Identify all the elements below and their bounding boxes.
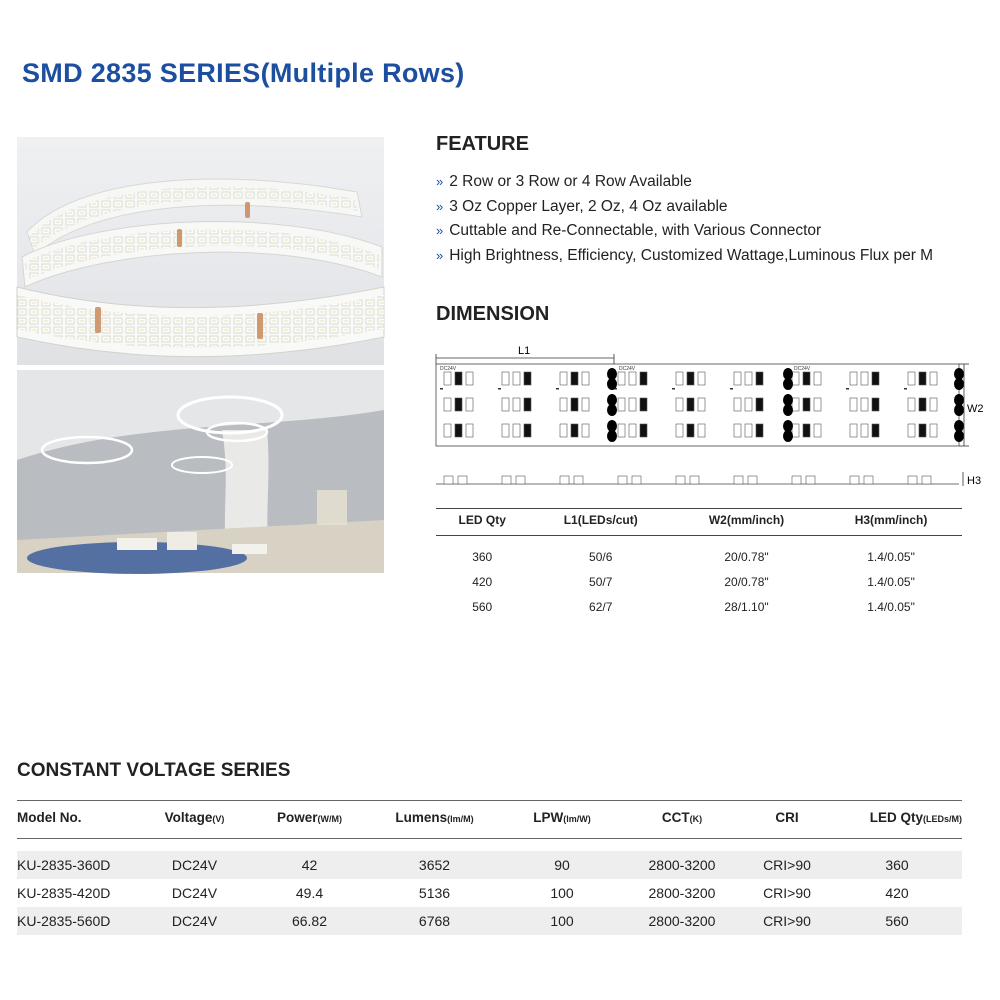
cv-cell: 100 bbox=[502, 907, 622, 935]
led-chip bbox=[908, 424, 915, 437]
led-strip-photo bbox=[17, 137, 384, 365]
solder-pad bbox=[607, 378, 617, 390]
led-chip bbox=[814, 372, 821, 385]
cv-cell: KU-2835-560D bbox=[17, 907, 137, 935]
cv-header: CCT(K) bbox=[622, 801, 742, 839]
led-profile bbox=[922, 476, 931, 484]
led-chip bbox=[698, 424, 705, 437]
dim-header: W2(mm/inch) bbox=[673, 509, 820, 536]
h3-label: H3 bbox=[967, 475, 982, 487]
feature-item: » High Brightness, Efficiency, Customized Wattage,Luminous Flux per M bbox=[436, 246, 934, 264]
dim-cell: 20/0.78" bbox=[724, 549, 769, 564]
led-chip bbox=[455, 398, 462, 411]
dimension-heading: DIMENSION bbox=[436, 303, 550, 325]
led-chip bbox=[919, 398, 926, 411]
dim-cell: 20/0.78" bbox=[724, 574, 769, 589]
led-profile bbox=[734, 476, 743, 484]
dim-cell: 50/6 bbox=[589, 549, 613, 564]
cv-cell: CRI>90 bbox=[742, 851, 832, 879]
led-chip bbox=[745, 424, 752, 437]
table-row bbox=[17, 879, 962, 907]
led-chip bbox=[756, 398, 763, 411]
led-chip bbox=[792, 372, 799, 385]
led-chip bbox=[814, 398, 821, 411]
cv-cell: 90 bbox=[502, 851, 622, 879]
led-profile bbox=[574, 476, 583, 484]
cut-mark bbox=[498, 388, 501, 390]
cv-cell: 360 bbox=[832, 851, 962, 879]
led-chip bbox=[629, 398, 636, 411]
led-chip bbox=[455, 424, 462, 437]
led-profile bbox=[676, 476, 685, 484]
led-chip bbox=[618, 372, 625, 385]
led-chip bbox=[861, 372, 868, 385]
solder-pad bbox=[954, 430, 964, 442]
led-chip bbox=[756, 372, 763, 385]
solder-pad bbox=[783, 430, 793, 442]
cv-cell: KU-2835-360D bbox=[17, 851, 137, 879]
led-profile bbox=[632, 476, 641, 484]
led-chip bbox=[582, 424, 589, 437]
led-chip bbox=[560, 372, 567, 385]
led-chip bbox=[640, 424, 647, 437]
led-chip bbox=[455, 372, 462, 385]
led-chip bbox=[803, 424, 810, 437]
cv-cell: CRI>90 bbox=[763, 885, 811, 901]
solder-pad bbox=[783, 378, 793, 390]
led-chip bbox=[872, 398, 879, 411]
led-chip bbox=[513, 424, 520, 437]
led-chip bbox=[571, 398, 578, 411]
led-chip bbox=[640, 398, 647, 411]
led-chip bbox=[676, 424, 683, 437]
cv-cell: 420 bbox=[885, 885, 909, 901]
led-chip bbox=[861, 424, 868, 437]
cut-mark bbox=[672, 388, 675, 390]
interior-application-photo bbox=[17, 370, 384, 573]
table-row bbox=[436, 569, 962, 594]
led-chip bbox=[618, 398, 625, 411]
dim-cell: 1.4/0.05" bbox=[867, 599, 915, 614]
cv-cell: DC24V bbox=[137, 851, 252, 879]
dim-cell: 28/1.10" bbox=[724, 599, 769, 614]
led-profile bbox=[748, 476, 757, 484]
w2-label: W2 bbox=[967, 403, 984, 415]
led-profile bbox=[792, 476, 801, 484]
led-profile bbox=[850, 476, 859, 484]
led-chip bbox=[466, 424, 473, 437]
led-chip bbox=[618, 424, 625, 437]
led-chip bbox=[930, 372, 937, 385]
led-chip bbox=[687, 372, 694, 385]
led-chip bbox=[571, 424, 578, 437]
led-chip bbox=[502, 372, 509, 385]
led-profile bbox=[458, 476, 467, 484]
feature-item: » Cuttable and Re-Connectable, with Various Connector bbox=[436, 222, 822, 239]
led-chip bbox=[930, 424, 937, 437]
solder-pad bbox=[607, 404, 617, 416]
led-chip bbox=[524, 424, 531, 437]
solder-pad bbox=[954, 404, 964, 416]
led-chip bbox=[502, 398, 509, 411]
cv-cell: DC24V bbox=[171, 885, 218, 901]
led-chip bbox=[560, 424, 567, 437]
led-chip bbox=[466, 398, 473, 411]
led-chip bbox=[850, 372, 857, 385]
led-chip bbox=[676, 398, 683, 411]
table-row bbox=[17, 851, 962, 879]
double-chevron-icon: » bbox=[436, 223, 444, 238]
led-chip bbox=[571, 372, 578, 385]
led-profile bbox=[444, 476, 453, 484]
led-chip bbox=[524, 398, 531, 411]
led-chip bbox=[919, 424, 926, 437]
cv-header: Voltage(V) bbox=[137, 801, 252, 839]
l1-label: L1 bbox=[518, 345, 531, 357]
led-profile bbox=[516, 476, 525, 484]
dim-header: H3(mm/inch) bbox=[820, 509, 962, 536]
cv-header: Model No. bbox=[17, 801, 137, 839]
dim-cell: 1.4/0.05" bbox=[867, 574, 915, 589]
led-chip bbox=[792, 398, 799, 411]
led-chip bbox=[872, 424, 879, 437]
dim-cell: 560 bbox=[472, 599, 493, 614]
table-row bbox=[436, 594, 962, 619]
led-chip bbox=[734, 424, 741, 437]
cv-header: LED Qty(LEDs/M) bbox=[832, 801, 962, 839]
cv-cell: 49.4 bbox=[295, 885, 324, 901]
led-profile bbox=[806, 476, 815, 484]
cv-cell: 2800-3200 bbox=[622, 851, 742, 879]
led-chip bbox=[698, 372, 705, 385]
led-chip bbox=[919, 372, 926, 385]
pcb-voltage-text: DC24V bbox=[440, 366, 457, 372]
table-row bbox=[436, 536, 962, 570]
cv-cell: 5136 bbox=[418, 885, 451, 901]
led-chip bbox=[502, 424, 509, 437]
led-chip bbox=[629, 424, 636, 437]
dim-header: LED Qty bbox=[436, 509, 528, 536]
cut-mark bbox=[846, 388, 849, 390]
dimension-table bbox=[436, 508, 962, 619]
cv-cell: CRI>90 bbox=[742, 907, 832, 935]
constant-voltage-table bbox=[17, 800, 962, 935]
feature-list bbox=[436, 170, 933, 268]
cv-cell: 42 bbox=[252, 851, 367, 879]
led-chip bbox=[687, 398, 694, 411]
feature-item: » 2 Row or 3 Row or 4 Row Available bbox=[436, 173, 692, 190]
cv-header: Lumens(lm/M) bbox=[367, 801, 502, 839]
pcb-voltage-text: DC24V bbox=[619, 366, 636, 372]
dim-cell: 50/7 bbox=[589, 574, 613, 589]
dim-cell: 1.4/0.05" bbox=[867, 549, 915, 564]
table-row bbox=[17, 907, 962, 935]
constant-voltage-heading: CONSTANT VOLTAGE SERIES bbox=[17, 760, 291, 781]
led-profile bbox=[618, 476, 627, 484]
cv-header: Power(W/M) bbox=[252, 801, 367, 839]
led-chip bbox=[850, 424, 857, 437]
led-chip bbox=[560, 398, 567, 411]
led-chip bbox=[872, 372, 879, 385]
led-chip bbox=[513, 372, 520, 385]
dim-header: L1(LEDs/cut) bbox=[528, 509, 673, 536]
led-profile bbox=[690, 476, 699, 484]
double-chevron-icon: » bbox=[436, 247, 444, 263]
led-chip bbox=[513, 398, 520, 411]
dim-cell: 62/7 bbox=[589, 599, 613, 614]
solder-pad bbox=[954, 378, 964, 390]
led-chip bbox=[444, 372, 451, 385]
cut-mark bbox=[440, 388, 443, 390]
cv-cell: 560 bbox=[832, 907, 962, 935]
led-chip bbox=[698, 398, 705, 411]
pcb-voltage-text: DC24V bbox=[794, 366, 811, 372]
cv-cell: 6768 bbox=[367, 907, 502, 935]
led-chip bbox=[814, 424, 821, 437]
solder-pad bbox=[607, 430, 617, 442]
double-chevron-icon: » bbox=[436, 174, 444, 189]
led-chip bbox=[850, 398, 857, 411]
led-chip bbox=[640, 372, 647, 385]
cut-mark bbox=[556, 388, 559, 390]
led-chip bbox=[930, 398, 937, 411]
feature-item: » 3 Oz Copper Layer, 2 Oz, 4 Oz available bbox=[436, 197, 728, 215]
cv-cell: 100 bbox=[550, 885, 574, 901]
led-chip bbox=[792, 424, 799, 437]
led-chip bbox=[687, 424, 694, 437]
led-chip bbox=[676, 372, 683, 385]
cut-mark bbox=[904, 388, 907, 390]
led-chip bbox=[908, 372, 915, 385]
led-chip bbox=[629, 372, 636, 385]
led-chip bbox=[861, 398, 868, 411]
led-chip bbox=[466, 372, 473, 385]
cv-cell: 3652 bbox=[367, 851, 502, 879]
double-chevron-icon: » bbox=[436, 198, 444, 214]
led-chip bbox=[908, 398, 915, 411]
led-chip bbox=[582, 372, 589, 385]
led-chip bbox=[734, 372, 741, 385]
cv-header: LPW(lm/W) bbox=[502, 801, 622, 839]
led-chip bbox=[444, 398, 451, 411]
led-chip bbox=[756, 424, 763, 437]
cut-mark bbox=[730, 388, 733, 390]
cv-cell: 66.82 bbox=[252, 907, 367, 935]
cv-cell: DC24V bbox=[137, 907, 252, 935]
cv-cell: 2800-3200 bbox=[648, 885, 716, 901]
dimension-drawing bbox=[436, 340, 984, 490]
dim-cell: 360 bbox=[472, 549, 493, 564]
cv-cell: 2800-3200 bbox=[622, 907, 742, 935]
dim-cell: 420 bbox=[472, 574, 493, 589]
feature-heading: FEATURE bbox=[436, 133, 529, 155]
led-chip bbox=[803, 372, 810, 385]
led-chip bbox=[444, 424, 451, 437]
led-profile bbox=[864, 476, 873, 484]
led-chip bbox=[803, 398, 810, 411]
led-chip bbox=[745, 372, 752, 385]
cv-header: CRI bbox=[742, 801, 832, 839]
page-title: SMD 2835 SERIES(Multiple Rows) bbox=[22, 58, 465, 88]
led-chip bbox=[734, 398, 741, 411]
led-profile bbox=[908, 476, 917, 484]
solder-pad bbox=[783, 404, 793, 416]
led-chip bbox=[524, 372, 531, 385]
led-profile bbox=[560, 476, 569, 484]
cv-cell: KU-2835-420D bbox=[17, 885, 111, 901]
led-profile bbox=[502, 476, 511, 484]
led-chip bbox=[745, 398, 752, 411]
led-chip bbox=[582, 398, 589, 411]
